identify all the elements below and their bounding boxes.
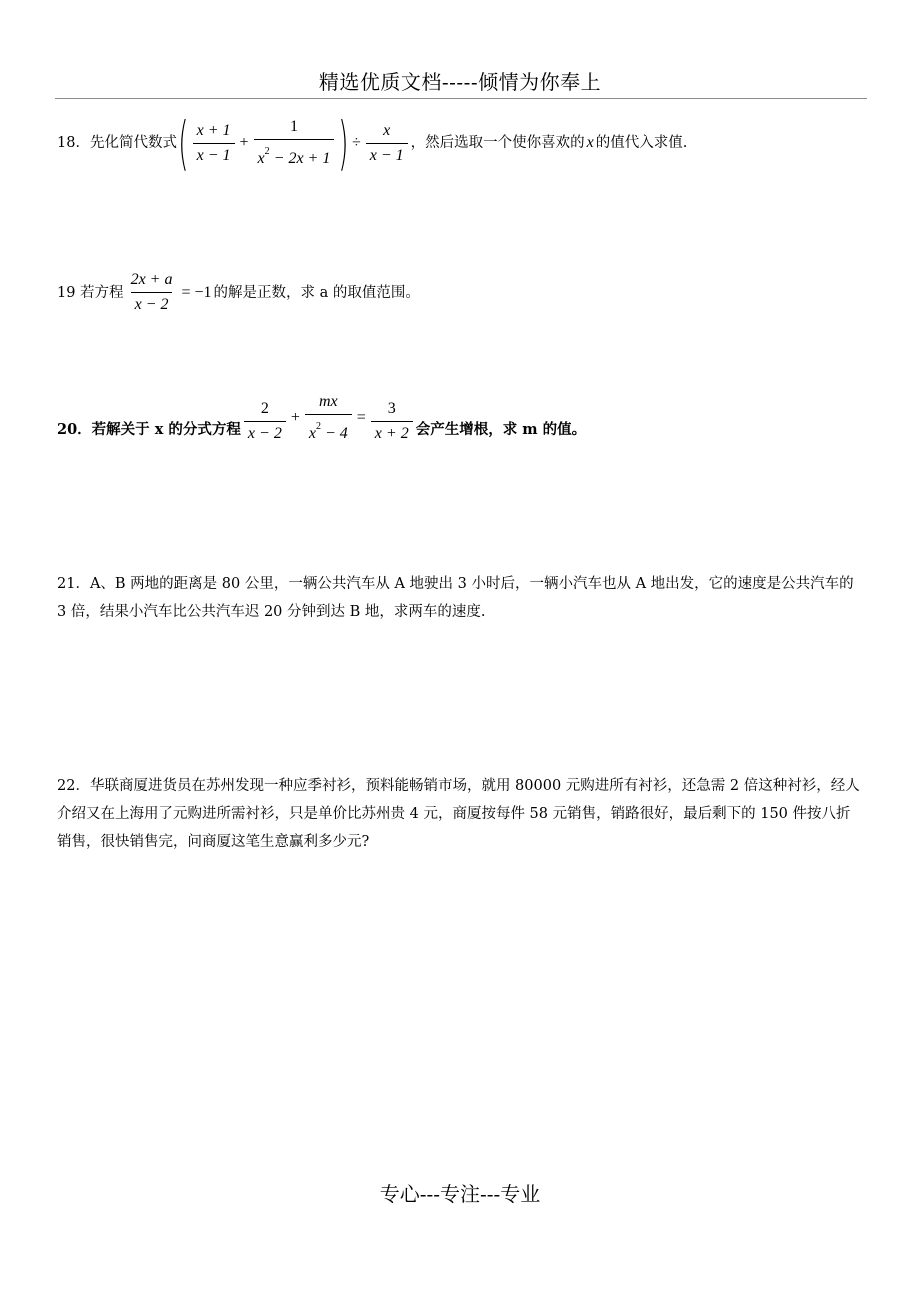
q19-tail: 的解是正数，求 a 的取值范围。 bbox=[213, 284, 420, 301]
q19-fraction bbox=[127, 270, 177, 315]
question-21: 21．A、B 两地的距离是 80 公里，一辆公共汽车从 A 地驶出 3 小时后，一辆小汽车也从 A 地出发，它的速度是公共汽车的 3 倍，结果小汽车比公共汽车迟 20 分钟到达 B 地，求两车的速度. bbox=[57, 576, 854, 620]
left-paren: ( bbox=[178, 109, 189, 177]
fraction-numerator: x + 1 bbox=[196, 121, 231, 139]
q18-fraction-1 bbox=[193, 121, 235, 166]
variable: x bbox=[308, 425, 316, 442]
fraction-numerator: 1 bbox=[289, 118, 298, 135]
q20-prefix: 20．若解关于 x 的分式方程 bbox=[57, 421, 241, 438]
question-20 bbox=[57, 392, 586, 444]
q19-prefix: 19 若方程 bbox=[57, 284, 124, 301]
divide-sign: ÷ bbox=[351, 134, 361, 151]
q18-fraction-2 bbox=[254, 117, 335, 169]
exponent: 2 bbox=[315, 421, 321, 432]
page-header-title: 精选优质文档-----倾情为你奉上 bbox=[318, 70, 602, 94]
fraction-denominator: x − 2 bbox=[131, 292, 173, 315]
q18-variable: x bbox=[586, 134, 594, 151]
q18-tail: 的值代入求值. bbox=[595, 135, 688, 151]
question-19 bbox=[57, 270, 420, 315]
header-divider bbox=[55, 98, 867, 99]
fraction-denominator: x − 1 bbox=[193, 143, 235, 166]
variable: x bbox=[257, 150, 265, 167]
fraction-numerator: 2x + a bbox=[130, 271, 173, 288]
question-22: 22．华联商厦进货员在苏州发现一种应季衬衫，预料能畅销市场，就用 80000 元购进所有衬衫，还急需 2 倍这种衬衫，经人介绍又在上海用了元购进所需衬衫，只是单价比苏州贵 4 元，商厦按每件 58 元销售，销路很好，最后剩下的 150 件按八折销售，很快销售完，问商厦这笔生意赢利多少元? bbox=[57, 778, 860, 850]
plus-sign: + bbox=[239, 134, 249, 151]
fraction-numerator: x bbox=[383, 121, 391, 139]
q19-equals: = −1 bbox=[181, 283, 212, 301]
q18-prefix: 18．先化简代数式 bbox=[57, 135, 177, 151]
question-18 bbox=[57, 109, 688, 177]
fraction-denominator: x − 2 bbox=[244, 421, 286, 444]
q20-tail: 会产生增根，求 m 的值。 bbox=[415, 421, 587, 438]
q18-text: ，然后选取一个使你喜欢的 bbox=[410, 135, 585, 151]
right-paren: ) bbox=[338, 109, 349, 177]
fraction-denominator: x − 1 bbox=[366, 143, 408, 166]
q20-fraction-1 bbox=[244, 399, 286, 444]
fraction-numerator: mx bbox=[318, 393, 338, 410]
fraction-denominator: x + 2 bbox=[371, 421, 413, 444]
page-footer: 专心---专注---专业 bbox=[379, 1182, 541, 1206]
expression: − 4 bbox=[320, 425, 348, 442]
q18-fraction-3 bbox=[366, 121, 408, 166]
equals-sign: = bbox=[356, 409, 366, 426]
fraction-numerator: 3 bbox=[387, 400, 396, 417]
fraction-denominator bbox=[305, 414, 352, 444]
expression: − 2x + 1 bbox=[269, 150, 331, 167]
q20-fraction-2 bbox=[305, 392, 352, 444]
q20-fraction-3 bbox=[371, 399, 413, 444]
fraction-numerator: 2 bbox=[260, 400, 269, 417]
plus-sign: + bbox=[290, 409, 300, 426]
fraction-denominator bbox=[254, 139, 335, 169]
exponent: 2 bbox=[264, 146, 270, 157]
